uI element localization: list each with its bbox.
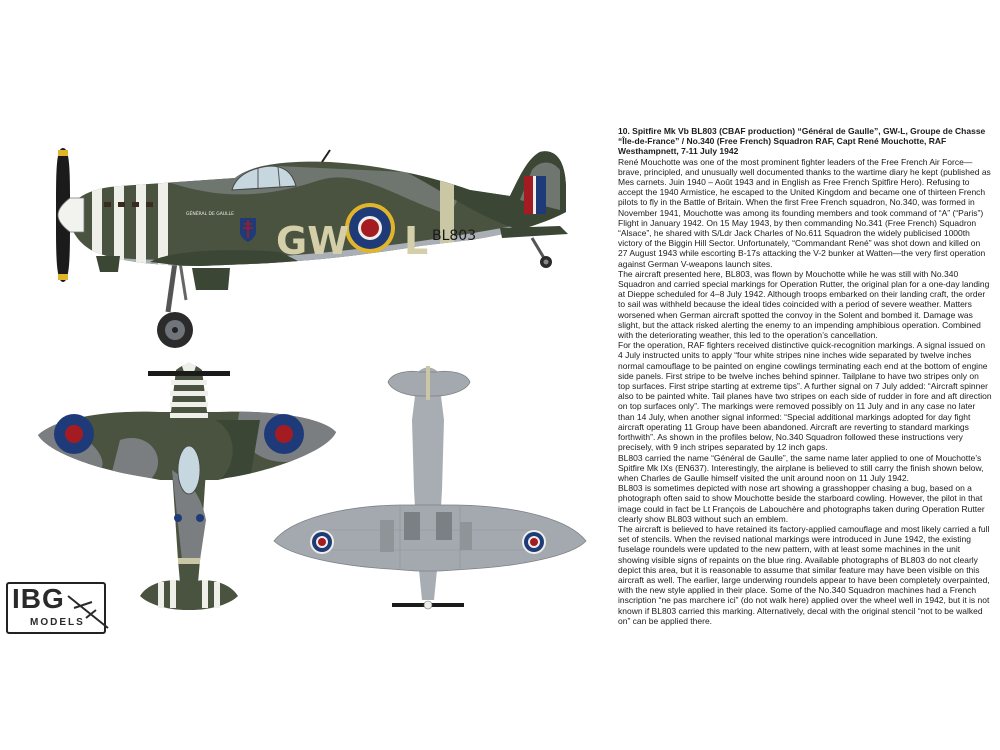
serial-number: BL803 [432,228,477,244]
description-text [618,126,992,626]
fin-flash [524,176,546,214]
paragraph-5: BL803 is sometimes depicted with nose art showing a grasshopper chasing a bug, based on a photograph often said to show Mouchotte beside the starboard cowling. However, the pilot in that image could in fact be Lt François de Labouchère and photographs taken during Operation Rutter clearly show BL803 without such an emblem. [618,483,985,524]
logo-aircraft-icon [66,588,110,632]
lower-wing-roundel-left [310,530,334,554]
upper-wing-roundel-right [264,414,304,454]
profile-title: 10. Spitfire Mk Vb BL803 (CBAF production) “Général de Gaulle”, GW-L, Groupe de Chasse “Île-de-France” / No.340 (Free French) Squadron RAF, Capt René Mouchotte, RAF Westhampnett, 7-11 July 1942 [618,126,986,157]
paragraph-3: For the operation, RAF fighters received distinctive quick-recognition markings. A signal issued on 4 July instructed units to apply “four white stripes nine inches wide separated by twelve inches normal camouflage to be painted on engine cowlings terminating each end at the bottom of engine side panels. First stripe to be twelve inches behind spinner. Tailplane to have two stripes only on top surfaces. First stripe starting at extreme tips”. A further signal on 7 July added: “Aircraft spinner also to be painted white. Tail planes have two stripes on each side of rudder in fore and aft direction on top surfaces only”. The markings were removed possibly on 11 July and in any case no later than 14 July, when another signal informed: “Special additional markings adopted for day fight aircraft operating 11 Group have been abandoned. Aircraft are reverting to standard markings forthwith”. As shown in the profiles below, No.340 Squadron followed these instructions very precisely, with 9 inch stripes separated by 12 inch gaps. [618,340,992,453]
code-letter-right: L [404,219,429,263]
side-profile [56,148,570,348]
logo-mark: IBG [12,583,65,614]
upper-tailplane [140,580,238,610]
logo-subtitle: MODELS [30,617,85,628]
code-letters-left: GW [276,219,350,263]
upper-plan-view [30,362,340,610]
paragraph-2: The aircraft presented here, BL803, was flown by Mouchotte while he was still with No.340 Squadron and carried special markings for Operation Rutter, the original plan for a one-day landing at Dieppe scheduled for 4–8 July 1942. Although troops embarked on their landing craft, the order to sail was withheld because the ideal tides coincided with a period of severe weather. Matters worsened when German aircraft spotted the convoy in the Solent and bombed it. Damage was slight, but the attack risked alerting the enemy to an impending amphibious operation. Combined with the deteriorating weather, this led to the operation’s cancellation. [618,268,990,341]
fin [510,151,566,216]
paragraph-6: The aircraft is believed to have retained its factory-applied camouflage and most likely carried a full set of stencils. When the revised national markings were introduced in June 1942, the existing fuselage roundels were updated to the new pattern, with at least some machines in the unit showing visible signs of repaints on the blue ring. Available photographs of BL803 do not clearly depict this area, but it is reasonable to assume that similar feature may have been visible on this aircraft as well. The earlier, large underwing roundels appear to have been completely overpainted, with the new style applied in their place. Some of the No.340 Squadron machines had a French inscription “ne pas marchere ici” (do not walk here) applied over the wheel well in 1942, but it is not known if BL803 carried this marking. Alternatively, decal with the original stencil “not to be walked on” can be applied there. [618,523,990,626]
fuselage-roundel [345,203,395,253]
lower-plan-view [274,366,586,609]
upper-wing-roundel-left [54,414,94,454]
main-landing-gear [157,262,193,348]
tail-wheel [532,238,552,268]
paragraph-1: René Mouchotte was one of the most prominent fighter leaders of the Free French Air Force—brave, principled, and unusually well documented thanks to the wartime diary he kept (published as Mes carnets. Juin 1940 – Août 1943 and in English as Free French Spitfire Hero). Refusing to accept the 1940 Armistice, he escaped to the United Kingdom and became one of thirteen French pilots to fly in the Battle of Britain. When the first Free French squadron, No.340, was formed in November 1941, Mouchotte was among its founding members and took command of “A” (“Paris”) Flight in January 1942. On 15 May 1943, by then commanding No.341 (Free French) Squadron “Alsace”, he shared with S/Ldr Jack Charles of No.611 Squadron the widely publicised 1000th victory of the Biggin Hill Sector. Unfortunately, “Commandant René” was shot down and killed on 27 August 1943 while escorting B-17s attacking the V-2 bunker at Watten—the very first operation against German V-weapons launch sites. [618,156,991,269]
lower-wing-roundel-right [522,530,546,554]
nose-art-name: GÉNÉRAL DE GAULLE [186,212,234,217]
paragraph-4: BL803 carried the name “Général de Gaulle”, the same name later applied to one of Mouchotte’s Spitfire Mk IXs (EN637). Interestingly, the airplane is believed to still carry the finish shown below, when Charles de Gaulle himself visited the unit around noon on 11 July 1942. [618,452,984,483]
ibg-models-logo [6,582,108,632]
upper-canopy [178,446,200,494]
